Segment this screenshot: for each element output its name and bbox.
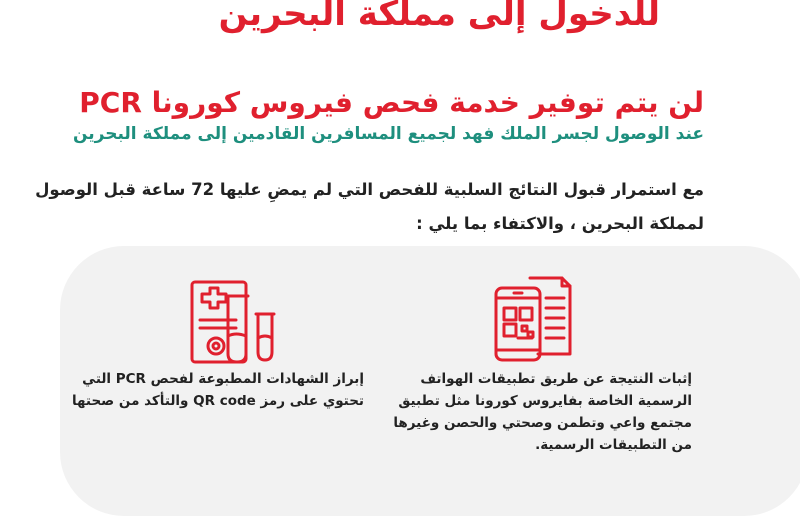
intro-line-2: لمملكة البحرين ، والاكتفاء بما يلي : bbox=[416, 214, 704, 233]
page-title: للدخول إلى مملكة البحرين bbox=[218, 0, 660, 34]
certificate-test-tube-icon bbox=[186, 276, 282, 368]
card-left-line-1: إبراز الشهادات المطبوعة لفحص PCR التي bbox=[82, 371, 364, 387]
card-right-line-1: إثبات النتيجة عن طريق تطبيقات الهواتف bbox=[420, 371, 692, 387]
phone-qr-document-icon bbox=[490, 268, 576, 366]
card-right-line-2: الرسمية الخاصة بفايروس كورونا مثل تطبيق bbox=[398, 393, 692, 409]
card-app-proof-text bbox=[392, 368, 692, 456]
intro-line-1: مع استمرار قبول النتائج السلبية للفحص التي لم يمضِ عليها 72 ساعة قبل الوصول bbox=[35, 180, 704, 199]
headline: لن يتم توفير خدمة فحص فيروس كورونا PCR bbox=[79, 86, 704, 119]
card-left-line-2: تحتوي على رمز QR code والتأكد من صحتها bbox=[71, 393, 364, 409]
card-right-line-4: من التطبيقات الرسمية. bbox=[535, 437, 692, 453]
card-right-line-3: مجتمع واعي وتطمن وصحتي والحصن وغيرها bbox=[393, 415, 692, 431]
card-certificate-text bbox=[64, 368, 364, 412]
subheadline: عند الوصول لجسر الملك فهد لجميع المسافرين القادمين إلى مملكة البحرين bbox=[72, 124, 704, 144]
